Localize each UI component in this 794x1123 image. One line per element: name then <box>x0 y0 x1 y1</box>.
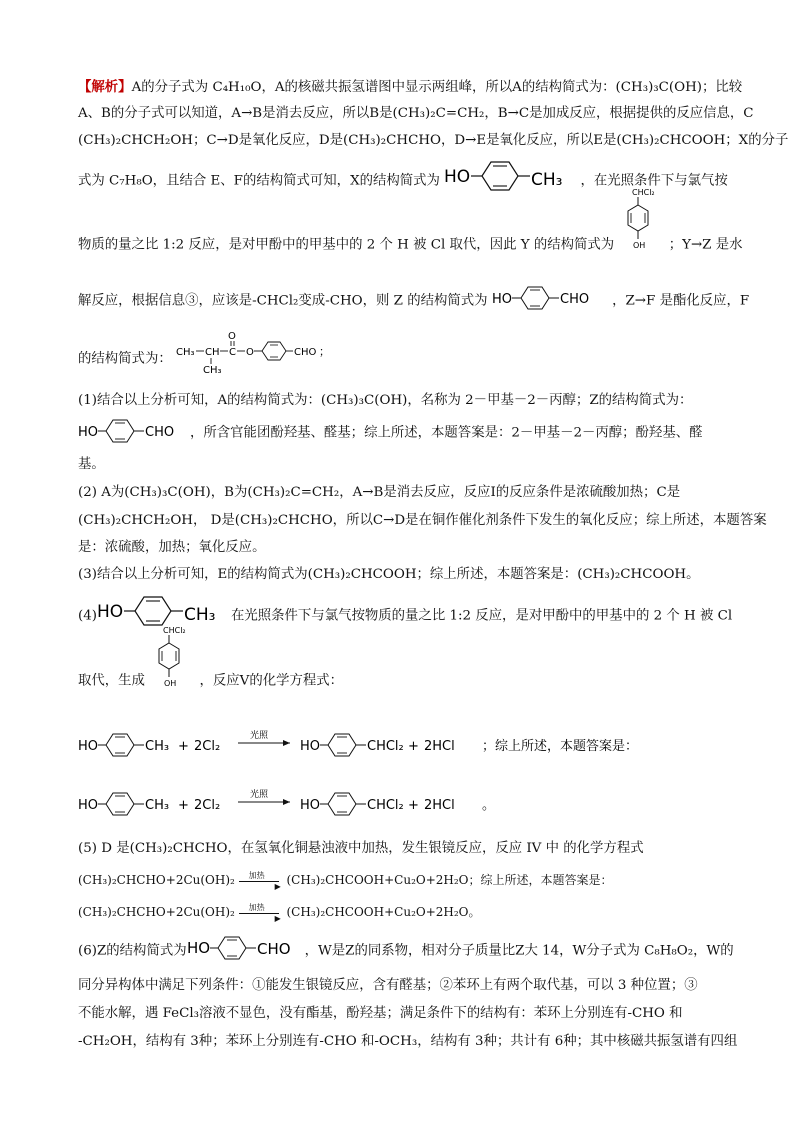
text: (CH₃)₂CHCOOH+Cu₂O+2H₂O。 <box>286 905 481 919</box>
text: 解反应，根据信息③，应该是-CHCl₂变成-CHO，则 Z 的结构简式为 <box>78 293 488 309</box>
text: (CH₃)₂CHCHO+2Cu(OH)₂ <box>78 905 235 919</box>
q5-line-2 <box>78 871 728 889</box>
analysis-line-2: A、B的分子式可以知道，A→B是消去反应，所以B是(CH₃)₂C=CH₂，B→C是加成反应，根据提供的反应信息，C <box>78 106 754 121</box>
q2-line-1: (2) A为(CH₃)₃C(OH)，B为(CH₃)₂C=CH₂，A→B是消去反应，反应Ⅰ的反应条件是浓硫酸加热；C是 <box>78 485 681 500</box>
p-cresol-structure <box>444 158 576 194</box>
text: ，在光照条件下与氯气按 <box>580 173 728 189</box>
q6-line-2: 同分异构体中满足下列条件：①能发生银镜反应，含有醛基；②苯环上有两个取代基，可以 3 种位置；③ <box>78 978 698 993</box>
cho-label: CHO <box>145 425 175 440</box>
text: ，反应Ⅴ的化学方程式： <box>199 673 344 689</box>
ho-label: HO <box>300 798 321 813</box>
cl2-label: 2Cl₂ <box>194 739 221 754</box>
analysis-line-7 <box>78 331 728 375</box>
q1-line-3: 基。 <box>78 457 105 472</box>
ho-label: HO <box>78 798 99 813</box>
ch3-label: CH₃ <box>176 347 195 358</box>
text: (CH₃)₂CHCOOH+Cu₂O+2H₂O；综上所述，本题答案是： <box>286 873 613 887</box>
q6-line-4: -CH₂OH，结构有 3种；苯环上分别连有-CHO 和-OCH₃，结构有 3种；共计有 6种；其中核磁共振氢谱有四组 <box>78 1034 738 1049</box>
text: (CH₃)₂CHCHO+2Cu(OH)₂ <box>78 873 235 887</box>
plus: + <box>178 739 189 754</box>
analysis-line-5 <box>78 188 743 256</box>
ch3-label: CH₃ <box>183 605 216 625</box>
analysis-line-6 <box>78 290 750 312</box>
q1-line-2 <box>78 422 728 444</box>
text: ，W是Z的同系物，相对分子质量比Z大 14，W分子式为 C₈H₈O₂，W的 <box>304 943 734 959</box>
o-label: O <box>246 347 254 358</box>
z-structure <box>187 934 305 962</box>
chcl2-label: CHCl₂ <box>367 739 404 754</box>
hcl-label: 2HCl <box>424 798 455 813</box>
z-structure <box>78 418 190 444</box>
heat-condition: 加热 <box>248 902 265 912</box>
ho-label: HO <box>186 939 210 957</box>
ch3-label: CH₃ <box>531 170 563 190</box>
z-structure <box>492 284 608 312</box>
y-structure <box>149 624 195 694</box>
plus: + <box>408 798 419 813</box>
analysis-tag: 【解析】 <box>78 79 132 95</box>
text: 式为 C₇H₈O，且结合 E、F的结构简式可知，X的结构简式为 <box>78 173 440 189</box>
heat-arrow: 加热 ▶ <box>239 875 283 887</box>
q4-line-2 <box>78 626 728 694</box>
semicolon: ； <box>319 345 330 358</box>
q2-line-3: 是：浓硫酸，加热；氧化反应。 <box>78 540 266 555</box>
chcl2-label: CHCl₂ <box>367 798 404 813</box>
f-structure <box>176 329 356 375</box>
oh-label: OH <box>633 241 646 250</box>
text: 在光照条件下与氯气按物质的量之比 1:2 反应，是对甲酚中的甲基中的 2 个 H 被 Cl <box>230 608 733 624</box>
c-label: C <box>229 347 236 358</box>
p-cresol-structure <box>97 594 231 628</box>
text: ，所含官能团酚羟基、醛基；综上所述，本题答案是：2－甲基－2－丙醇；酚羟基、醛 <box>190 425 703 441</box>
q6-line-1 <box>78 939 734 962</box>
text: 物质的量之比 1:2 反应，是对甲酚中的甲基中的 2 个 H 被 Cl 取代，因此 Y 的结构简式为 <box>78 237 615 253</box>
cho-label: CHO <box>559 292 589 307</box>
text: A的分子式为 C₄H₁₀O，A的核磁共振氢谱图中显示两组峰，所以A的结构简式为：(CH₃)₃C(OH)；比较 <box>131 80 743 95</box>
o-label: O <box>228 331 236 342</box>
text: (4) <box>78 608 97 624</box>
ho-label: HO <box>78 425 99 440</box>
ch3-label: CH₃ <box>203 365 222 375</box>
text: 的结构简式为： <box>78 351 172 367</box>
oh-label: OH <box>164 679 177 688</box>
ho-label: HO <box>78 739 99 754</box>
ho-label: HO <box>300 739 321 754</box>
q5-line-1: (5) D 是(CH₃)₂CHCHO，在氢氧化铜悬浊液中加热，发生银镜反应，反应 IV 中 的化学方程式 <box>78 841 644 856</box>
cho-label: CHO <box>294 347 317 358</box>
text: ，Z→F 是酯化反应，F <box>612 293 750 309</box>
y-structure <box>618 186 664 256</box>
text: ；Y→Z 是水 <box>668 237 743 253</box>
q5-line-3 <box>78 903 728 921</box>
cl2-label: 2Cl₂ <box>194 798 221 813</box>
ch3-label: CH₃ <box>145 798 170 813</box>
text: ；综上所述，本题答案是： <box>482 739 639 754</box>
chcl2-label: CHCl₂ <box>632 188 656 197</box>
q2-line-2: (CH₃)₂CHCH₂OH， D是(CH₃)₂CHCHO，所以C→D是在铜作催化剂条件下发生的氧化反应；综上所述，本题答案 <box>78 513 767 528</box>
cho-label: CHO <box>256 940 291 958</box>
q1-line-1: (1)结合以上分析可知，A的结构简式为：(CH₃)₃C(OH)，名称为 2－甲基－2－丙醇；Z的结构简式为： <box>78 393 693 408</box>
chlorination-equation-2 <box>78 787 718 821</box>
text: 。 <box>482 798 496 813</box>
light-condition: 光照 <box>250 731 269 741</box>
analysis-line-1 <box>78 78 743 97</box>
q6-line-3: 不能水解，遇 FeCl₃溶液不显色，没有酯基，酚羟基；满足条件下的结构有：苯环上分别连有-CHO 和 <box>78 1006 683 1021</box>
plus: + <box>408 739 419 754</box>
analysis-line-3: (CH₃)₂CHCH₂OH；C→D是氧化反应，D是(CH₃)₂CHCHO，D→E是氧化反应，所以E是(CH₃)₂CHCOOH；X的分子 <box>78 133 789 148</box>
hcl-label: 2HCl <box>424 739 455 754</box>
text: 取代，生成 <box>78 673 145 689</box>
ch-label: CH <box>205 347 220 358</box>
text: (6)Z的结构简式为 <box>78 943 187 959</box>
heat-arrow: 加热 ▶ <box>239 907 283 919</box>
ho-label: HO <box>491 292 512 307</box>
ho-label: HO <box>96 602 124 622</box>
ch3-label: CH₃ <box>145 739 170 754</box>
ho-label: HO <box>444 167 471 187</box>
light-condition: 光照 <box>250 790 269 800</box>
chcl2-label: CHCl₂ <box>163 626 186 635</box>
heat-condition: 加热 <box>248 870 265 880</box>
q3-line: (3)结合以上分析可知，E的结构简式为(CH₃)₂CHCOOH；综上所述，本题答案是：(CH₃)₂CHCOOH。 <box>78 567 700 582</box>
plus: + <box>178 798 189 813</box>
chlorination-equation-1 <box>78 728 718 762</box>
